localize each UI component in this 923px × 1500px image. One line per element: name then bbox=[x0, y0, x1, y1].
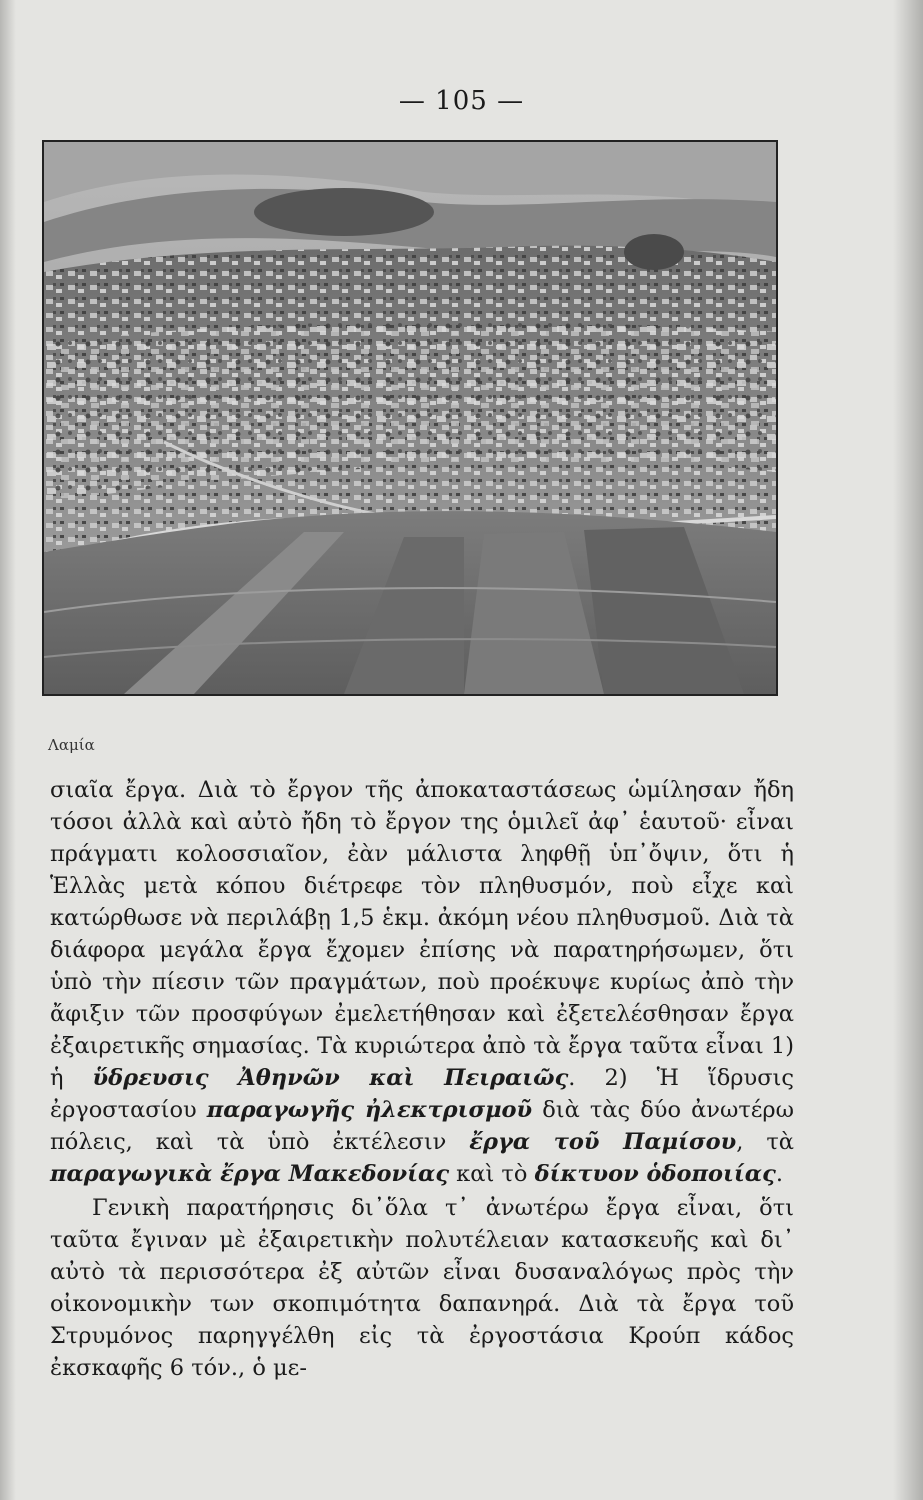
p1-emphasis-pamisos: ἔργα τοῦ Παμίσου bbox=[469, 1129, 737, 1155]
p1-emphasis-electricity: παραγωγῆς ἠλεκτρισμοῦ bbox=[206, 1097, 533, 1123]
p1-text-e: διὰ τὰς δύο ἀνωτέρω πόλεις, καὶ τὰ ὑπὸ ἐκτέλεσιν bbox=[50, 1097, 794, 1155]
page-right-edge-shadow bbox=[893, 0, 923, 1500]
page-left-edge-shadow bbox=[0, 0, 16, 1500]
paragraph-2: Γενικὴ παρατήρησις δι᾿ὅλα τ᾿ ἀνωτέρω ἔργα εἶναι, ὅτι ταῦτα ἔγιναν μὲ ἐξαιρετικὴν πολυτέλειαν κατασκευῆς καὶ δι᾿ αὐτὸ τὰ περισσότερα ἐξ αὐτῶν εἶναι δυσαναλόγως πρὸς τὴν οἰκονομικὴν των σκοπιμότητα δαπανηρά. Διὰ τὰ ἔργα τοῦ Στρυμόνος παρηγγέλθη εἰς τὰ ἐργοστάσια Κρούπ κάδος ἐκσκαφῆς 6 τόν., ὁ με- bbox=[50, 1195, 794, 1381]
p1-text-a: σιαῖα ἔργα. Διὰ τὸ ἔργον τῆς ἀποκαταστάσεως ὡμίλησαν ἤδη τόσοι ἀλλὰ καὶ αὐτὸ ἤδη τὸ ἔργον της ὁμιλεῖ ἀφ᾿ ἑαυτοῦ· εἶναι πράγματι κολοσσιαῖον, ἐὰν μάλιστα ληφθῇ ὑπ᾿ὄψιν, ὅτι ἡ Ἑλλὰς μετὰ κόπου διέτρεφε τὸν πληθυσμόν, ποὺ εἶχε καὶ κατώρθωσε νὰ περιλάβῃ 1,5 ἑκμ. ἀκόμη νέου πληθυσμοῦ. Διὰ τὰ διάφορα μεγάλα ἔργα ἔχομεν ἐπίσης νὰ παρατηρήσωμεν, ὅτι ὑπὸ τὴν πίεσιν τῶν πραγμάτων, ποὺ προέκυψε κυρίως ἀπὸ τὴν ἄφιξιν τῶν προσφύγων ἐμελετήθησαν καὶ ἐξετελέσθησαν ἔργα ἐξαιρετικῆς σημασίας. Τὰ κυριώτερα ἀπὸ τὰ ἔργα ταῦτα εἶναι 1) ἡ bbox=[50, 777, 794, 1091]
p1-text-k: . bbox=[775, 1161, 783, 1187]
p1-text-i: καὶ τὸ bbox=[449, 1161, 535, 1187]
body-text bbox=[50, 774, 794, 1384]
page-number: — 105 — bbox=[398, 86, 525, 116]
p1-emphasis-road-network: δίκτυον ὁδοποιίας bbox=[534, 1161, 776, 1187]
p1-text-c: . 2) Ἡ ἵδρυσις ἐργοστασίου bbox=[50, 1065, 794, 1123]
aerial-photo-lamia bbox=[42, 140, 778, 696]
p1-emphasis-water-supply: ὕδρευσις Ἀθηνῶν καὶ Πειραιῶς bbox=[92, 1065, 569, 1091]
figure-caption: Λαμία bbox=[48, 736, 95, 754]
paragraph-1 bbox=[50, 774, 794, 1190]
p1-emphasis-macedonia: παραγωγικὰ ἔργα Μακεδονίας bbox=[50, 1161, 450, 1187]
p1-text-g: , τὰ bbox=[736, 1129, 794, 1155]
